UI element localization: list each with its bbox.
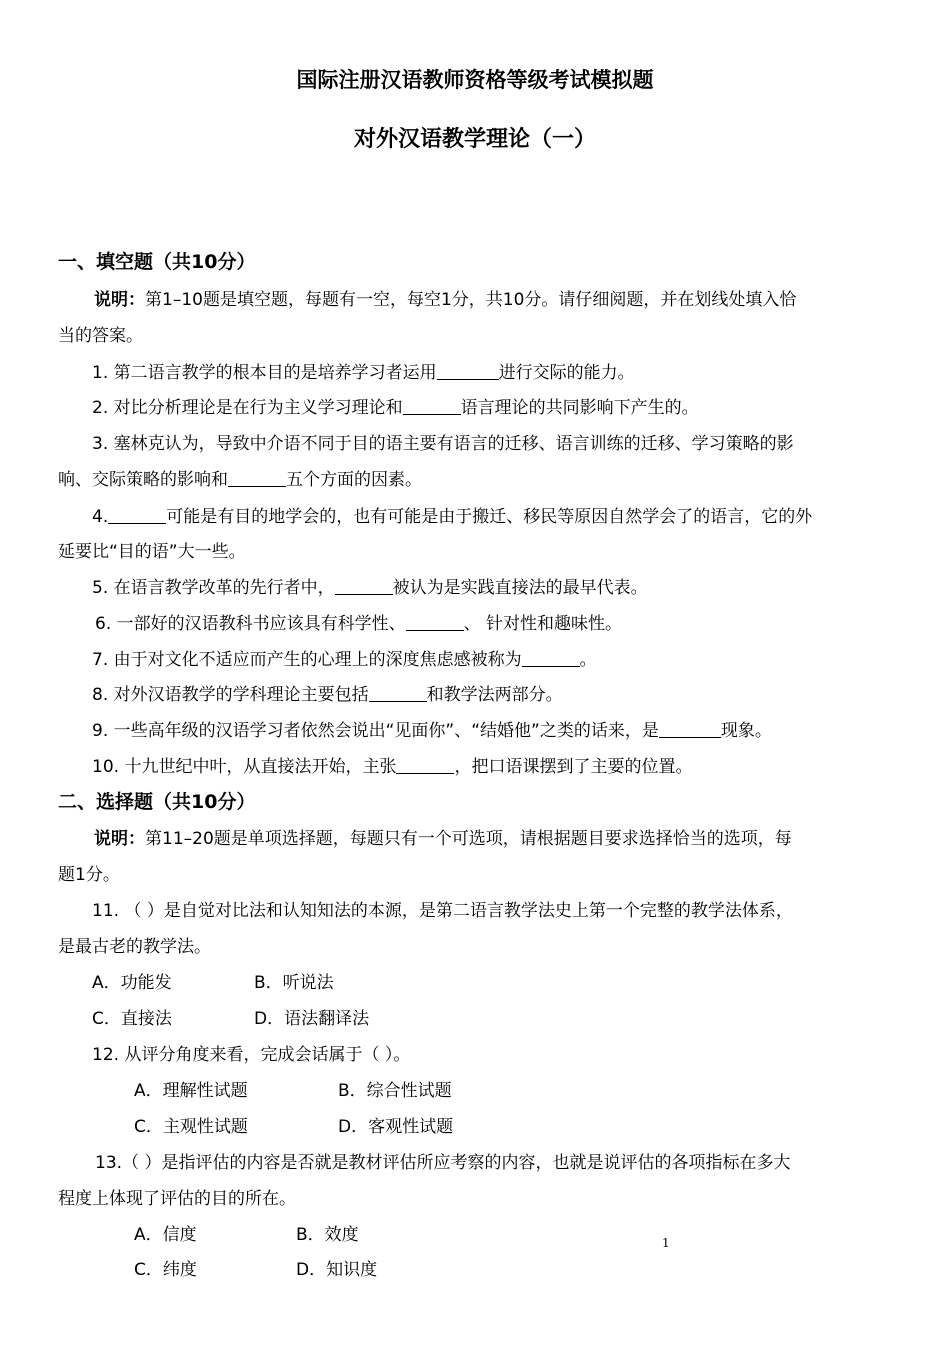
question-8-text-b: 和教学法两部分。 bbox=[426, 685, 563, 705]
question-13-cont: 程度上体现了评估的目的所在。 bbox=[58, 1189, 296, 1209]
question-5 bbox=[92, 577, 648, 599]
section1-heading: 一、填空题（共10分） bbox=[58, 251, 256, 273]
section2-heading: 二、选择题（共10分） bbox=[58, 791, 256, 813]
section2-note-text: 第11–20题是单项选择题，每题只有一个可选项，请根据题目要求选择恰当的选项，每 bbox=[145, 829, 792, 849]
q13-option-d[interactable]: D．知识度 bbox=[296, 1260, 378, 1280]
section1-note-label: 说明： bbox=[94, 290, 145, 310]
question-6-text-a: 6. 一部好的汉语教科书应该具有科学性、 bbox=[95, 614, 406, 634]
answer-blank-4[interactable] bbox=[108, 507, 166, 524]
question-6 bbox=[95, 613, 622, 635]
question-7-text-a: 7. 由于对文化不适应而产生的心理上的深度焦虑感被称为 bbox=[92, 650, 522, 670]
question-5-text-b: 被认为是实践直接法的最早代表。 bbox=[392, 578, 648, 598]
answer-blank-9[interactable] bbox=[659, 721, 721, 738]
question-3-cont bbox=[58, 469, 422, 491]
section2-note-label: 说明： bbox=[94, 829, 145, 849]
question-1-text-b: 进行交际的能力。 bbox=[498, 363, 635, 383]
question-9-text-a: 9. 一些高年级的汉语学习者依然会说出“见面你”、“结婚他”之类的话来，是 bbox=[92, 721, 659, 741]
section2-note-cont: 题1分。 bbox=[58, 865, 120, 885]
question-9-text-b: 现象。 bbox=[720, 721, 772, 741]
q12-option-a[interactable]: A．理解性试题 bbox=[134, 1081, 248, 1101]
question-10-text-b: ，把口语课摆到了主要的位置。 bbox=[454, 757, 693, 777]
answer-blank-6[interactable] bbox=[406, 614, 464, 631]
section2-note bbox=[94, 828, 792, 850]
q11-option-c[interactable]: C．直接法 bbox=[92, 1009, 172, 1029]
question-5-text-a: 5. 在语言教学改革的先行者中， bbox=[92, 578, 335, 598]
section1-note-cont: 当的答案。 bbox=[58, 326, 143, 346]
q13-option-b[interactable]: B．效度 bbox=[296, 1225, 359, 1245]
answer-blank-10[interactable] bbox=[396, 757, 454, 774]
q11-option-b[interactable]: B．听说法 bbox=[254, 973, 334, 993]
question-12: 12. 从评分角度来看，完成会话属于（ ）。 bbox=[92, 1045, 411, 1065]
q11-option-a[interactable]: A．功能发 bbox=[92, 973, 172, 993]
question-6-text-b: 、 针对性和趣味性。 bbox=[463, 614, 623, 634]
q13-option-c[interactable]: C．纬度 bbox=[134, 1260, 197, 1280]
answer-blank-5[interactable] bbox=[335, 578, 393, 595]
question-7 bbox=[92, 649, 597, 671]
answer-blank-1[interactable] bbox=[437, 363, 499, 380]
question-2-text-a: 2. 对比分析理论是在行为主义学习理论和 bbox=[92, 398, 403, 418]
answer-blank-8[interactable] bbox=[369, 685, 427, 702]
q11-option-d[interactable]: D．语法翻译法 bbox=[254, 1009, 370, 1029]
question-10 bbox=[92, 756, 692, 778]
question-1-text-a: 1. 第二语言教学的根本目的是培养学习者运用 bbox=[92, 363, 437, 383]
question-9 bbox=[92, 720, 772, 742]
question-4-text-a: 4. bbox=[92, 507, 109, 527]
q13-option-a[interactable]: A．信度 bbox=[134, 1225, 197, 1245]
section1-note-text: 第1–10题是填空题，每题有一空，每空1分，共10分。请仔细阅题，并在划线处填入恰 bbox=[145, 290, 797, 310]
q12-option-b[interactable]: B．综合性试题 bbox=[338, 1081, 452, 1101]
question-8-text-a: 8. 对外汉语教学的学科理论主要包括 bbox=[92, 685, 369, 705]
question-8 bbox=[92, 684, 563, 706]
question-4 bbox=[92, 506, 812, 528]
answer-blank-3[interactable] bbox=[228, 470, 286, 487]
question-13: 13.（ ）是指评估的内容是否就是教材评估所应考察的内容，也就是说评估的各项指标在多大 bbox=[95, 1153, 791, 1173]
question-3-text-a: 响、交际策略的影响和 bbox=[58, 470, 228, 490]
question-7-text-b: 。 bbox=[579, 650, 597, 670]
section1-note bbox=[94, 289, 796, 311]
question-4-text-b: 可能是有目的地学会的，也有可能是由于搬迁、移民等原因自然学会了的语言，它的外 bbox=[166, 507, 813, 527]
question-10-text-a: 10. 十九世纪中叶，从直接法开始，主张 bbox=[92, 757, 397, 777]
q12-option-c[interactable]: C．主观性试题 bbox=[134, 1117, 248, 1137]
question-11-cont: 是最古老的教学法。 bbox=[58, 937, 211, 957]
question-4-cont: 延要比“目的语”大一些。 bbox=[58, 542, 246, 562]
question-3: 3. 塞林克认为，导致中介语不同于目的语主要有语言的迁移、语言训练的迁移、学习策略的影 bbox=[92, 434, 794, 454]
answer-blank-2[interactable] bbox=[403, 398, 461, 415]
question-2-text-b: 语言理论的共同影响下产生的。 bbox=[460, 398, 699, 418]
page-number: 1 bbox=[662, 1236, 670, 1250]
question-1 bbox=[92, 362, 635, 384]
answer-blank-7[interactable] bbox=[522, 650, 580, 667]
question-3-text-b: 五个方面的因素。 bbox=[286, 470, 422, 490]
question-11: 11. （ ）是自觉对比法和认知知法的本源，是第二语言教学法史上第一个完整的教学法体系， bbox=[92, 901, 793, 921]
q12-option-d[interactable]: D．客观性试题 bbox=[338, 1117, 454, 1137]
exam-title: 国际注册汉语教师资格等级考试模拟题 bbox=[296, 68, 654, 92]
question-2 bbox=[92, 397, 699, 419]
exam-subtitle: 对外汉语教学理论（一） bbox=[353, 127, 596, 152]
